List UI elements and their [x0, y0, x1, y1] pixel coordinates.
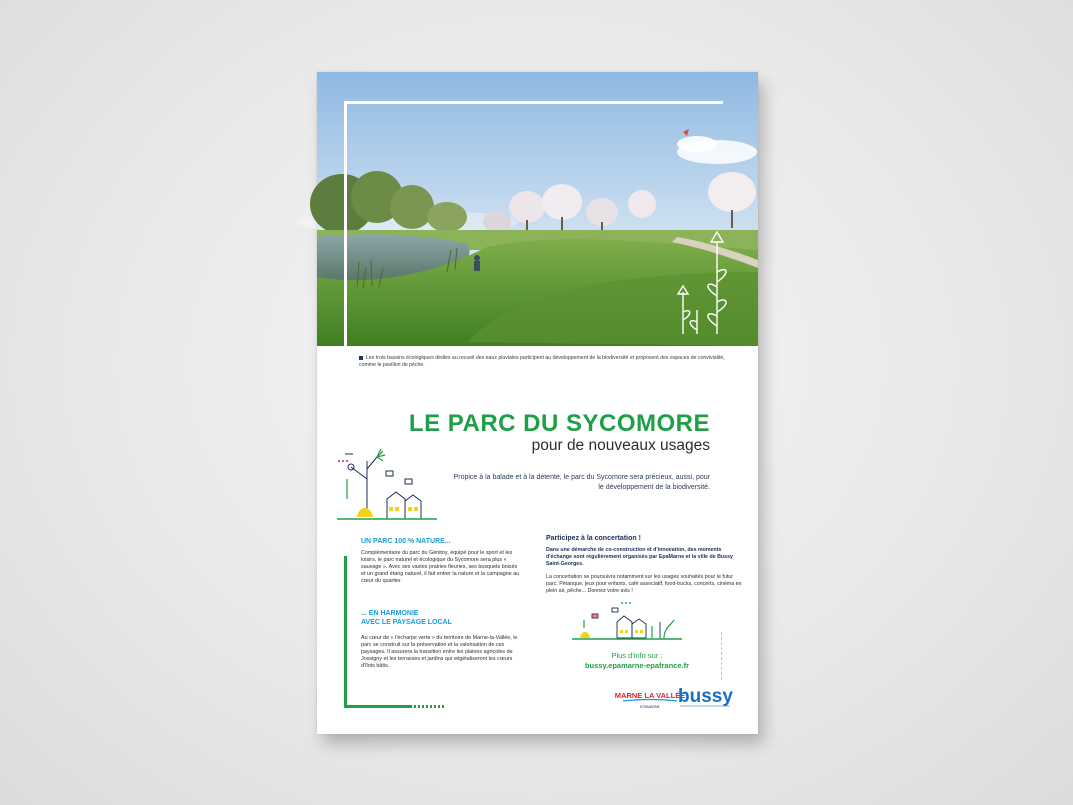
intro-text: Propice à la balade et à la détente, le parc du Sycomore sera précieux, aussi, pour le développement de la biodiversité. — [453, 474, 710, 491]
concertation-body: La concertation se poursuivra notamment sur les usages souhaités pour le futur parc. Pétanque, jeux pour enfants, café associatif, food-trucks, concerts, cinéma en plein air, pêche... Donnez votre avis ! — [546, 574, 742, 594]
vertical-credit-mark — [719, 632, 724, 682]
image-caption — [359, 355, 739, 369]
poster — [317, 72, 758, 734]
green-hatch-line — [410, 705, 444, 708]
concertation-heading: Participez à la concertation ! — [546, 535, 641, 542]
svg-text:MARNE LA VALLÉE: MARNE LA VALLÉE — [614, 691, 686, 700]
frame-top-line — [344, 101, 723, 104]
hero-image — [317, 72, 758, 346]
info-url-link[interactable]: bussy.epamarne-epafrance.fr — [584, 661, 690, 670]
svg-text:EPAMARNE: EPAMARNE — [640, 705, 660, 709]
section-nature-body: Complémentaire du parc du Génitoy, équipé pour le sport et les loisirs, le parc naturel et écologique du Sycomore sera plus « sauvage ». Avec ses vastes prairies fleuries, ses bosquets boisés et un grand étang naturel, il fait entrer la nature et la campagne au cœur du quartier. — [361, 550, 520, 585]
caption-bullet-icon — [359, 356, 363, 360]
page-subtitle: pour de nouveaux usages — [531, 437, 710, 454]
section-nature-heading: UN PARC 100 % NATURE... — [361, 538, 451, 545]
section-harmony-heading-line1: ... EN HARMONIE — [361, 610, 419, 617]
green-bracket-horizontal — [344, 705, 410, 708]
caption-text: Les trois bassins écologiques dédiés au recueil des eaux pluviales participent au développement de la biodiversité et proposent des espaces de convivialité, comme le pavillon de pêche. — [359, 355, 725, 368]
svg-text:bussy: bussy — [678, 686, 733, 707]
frame-left-line — [344, 101, 347, 353]
info-label: Plus d'info sur : — [611, 651, 663, 660]
section-harmony-body: Au cœur de « l'écharpe verte » du territoire de Marne-la-Vallée, le parc se construit sur la préservation et la valorisation de ces paysages. Il assurera la transition entre les plaines agricoles de Jossigny et les terrasses et jardins qui végétaliseront les cœurs d'îlots bâtis. — [361, 635, 518, 670]
section-harmony-heading-line2: AVEC LE PAYSAGE LOCAL — [361, 619, 452, 626]
concertation-bold-text: Dans une démarche de co-construction et d'innovation, des moments d'échange sont régulièrement organisés par EpaMarne et la ville de Bussy Saint-Georges. — [546, 547, 734, 567]
tree-houses-illustration — [337, 449, 447, 526]
page-title: LE PARC DU SYCOMORE — [408, 410, 710, 437]
green-bracket-vertical — [344, 556, 347, 708]
marne-la-vallee-logo — [614, 689, 686, 716]
bussy-logo — [678, 684, 734, 717]
village-illustration — [572, 600, 682, 647]
